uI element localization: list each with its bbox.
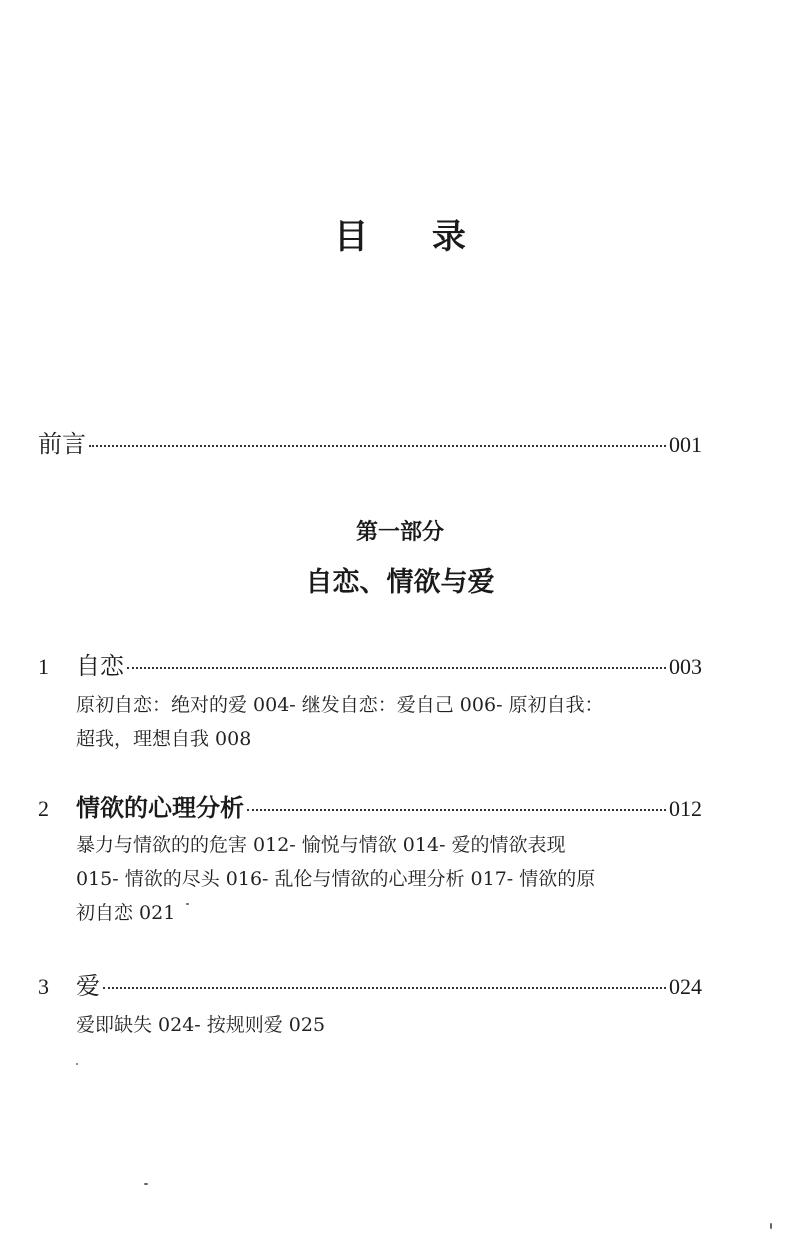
toc-entry-label: 前言 — [38, 430, 86, 458]
toc-page-number: 001 — [669, 432, 702, 457]
chapter-number: 3 — [38, 974, 49, 999]
scan-speck — [144, 1183, 148, 1185]
page-title: 目 录 — [334, 217, 492, 257]
chapter-number: 1 — [38, 654, 49, 679]
chapter-2-subsections — [76, 828, 676, 930]
chapter-3-subsections — [76, 1008, 676, 1042]
part-label: 第一部分 — [355, 519, 444, 545]
chapter-1-subsections — [76, 688, 676, 756]
toc-entry-preface[interactable] — [38, 428, 702, 461]
toc-page-number: 012 — [669, 796, 702, 821]
toc-entry-chapter-3[interactable] — [38, 970, 702, 1003]
subsection-line: 暴力与情欲的的危害 012- 愉悦与情欲 014- 爱的情欲表现 — [76, 834, 566, 856]
subsection-line: 原初自恋：绝对的爱 004- 继发自恋：爱自己 006- 原初自我： — [76, 694, 604, 716]
scan-speck — [186, 903, 189, 905]
chapter-title: 爱 — [76, 972, 100, 1000]
subsection-line: 初自恋 021 — [76, 902, 176, 924]
toc-entry-chapter-2[interactable] — [38, 792, 702, 825]
toc-page-number: 003 — [669, 654, 702, 679]
part-title: 自恋、情欲与爱 — [305, 567, 495, 598]
chapter-title: 自恋 — [76, 652, 124, 680]
subsection-line: 超我，理想自我 008 — [76, 728, 252, 750]
toc-entry-chapter-1[interactable] — [38, 650, 702, 683]
chapter-title: 情欲的心理分析 — [76, 793, 244, 822]
scan-speck — [76, 1063, 78, 1065]
dot-leader — [103, 987, 666, 989]
dot-leader — [247, 809, 666, 811]
subsection-line: 015- 情欲的尽头 016- 乱伦与情欲的心理分析 017- 情欲的原 — [76, 868, 596, 890]
scan-speck — [770, 1223, 772, 1229]
chapter-number: 2 — [38, 796, 49, 821]
subsection-line: 爱即缺失 024- 按规则爱 025 — [76, 1014, 326, 1036]
dot-leader — [127, 667, 666, 669]
toc-page-number: 024 — [669, 974, 702, 999]
dot-leader — [89, 445, 666, 447]
